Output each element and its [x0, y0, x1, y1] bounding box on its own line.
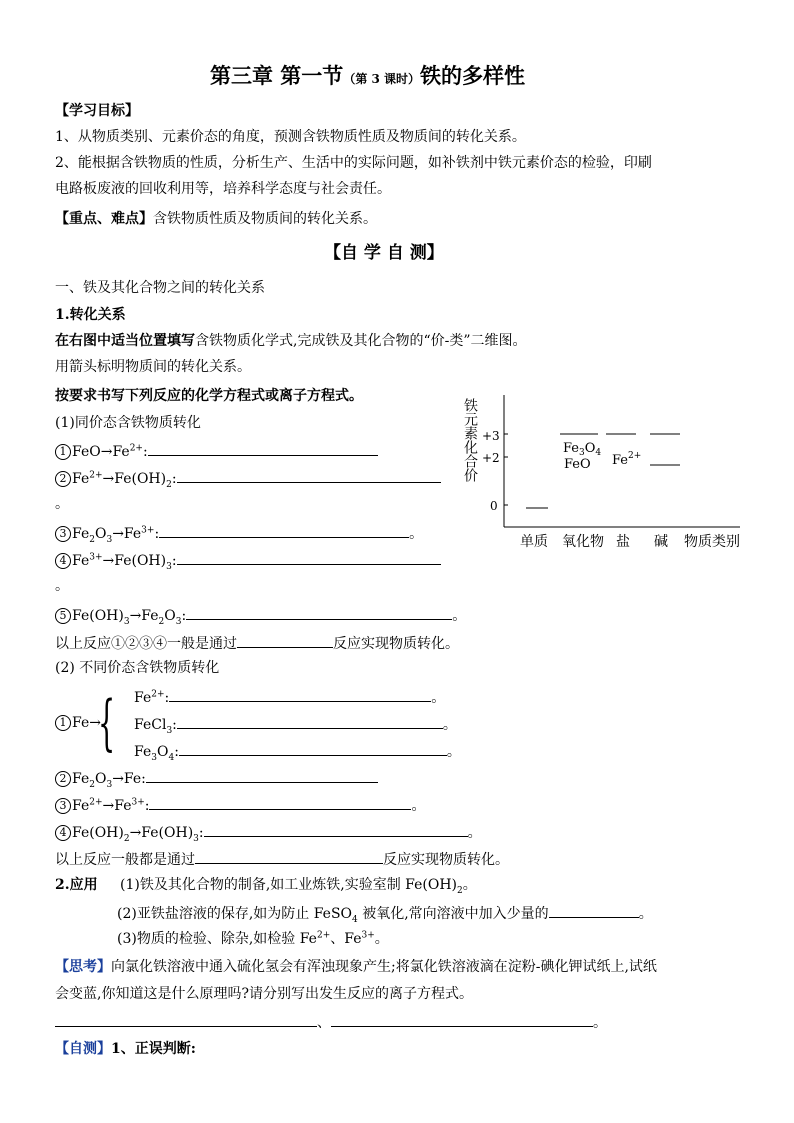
x-cat-oxide: 氧化物 — [562, 534, 604, 550]
circle-number-5: 5 — [55, 608, 71, 624]
circle-number-1: 1 — [55, 444, 71, 460]
self-study-heading: 【自 学 自 测】 — [324, 243, 444, 263]
page-title — [210, 62, 525, 93]
y-tick-label-p2: +2 — [482, 451, 500, 465]
circle-number-3: 3 — [55, 526, 71, 542]
conclusion-2 — [55, 848, 509, 870]
period-r5: 。 — [452, 608, 467, 624]
conclusion-1-a: 以上反应①②③④一般是通过 — [55, 636, 237, 652]
application-3: (3)物质的检验、除杂,如检验 $Fe^{2+}$、$Fe^{3+}$。 — [117, 930, 389, 947]
part-2-title: (2) 不同价态含铁物质转化 — [55, 660, 220, 676]
period-b1: 。 — [431, 690, 446, 706]
self-test-text: 1、正误判断: — [111, 1041, 196, 1057]
objective-2a: 2、能根据含铁物质的性质，分析生产、生活中的实际问题，如补铁剂中铁元素价态的检验，印刷 — [55, 155, 652, 171]
think-b: 会变蓝,你知道这是什么原理吗?请分别写出发生反应的离子方程式。 — [55, 986, 473, 1002]
reaction-s3: 3 $Fe^{2+}\to Fe^{3+}$: 。 — [55, 794, 425, 816]
branch-fe3o4: $Fe_3O_4$: 。 — [134, 740, 461, 762]
circle-number-4: 4 — [55, 553, 71, 569]
circle-number-2: 2 — [55, 471, 71, 487]
circle-number-4b: 4 — [55, 825, 71, 841]
entry-fe2plus: $Fe^{2+}$ — [612, 451, 642, 468]
instruction-3: 按要求书写下列反应的化学方程式或离子方程式。 — [55, 388, 363, 404]
answer-blank-r3[interactable] — [159, 522, 409, 538]
section-1-1-title: 1.转化关系 — [55, 307, 126, 323]
answer-blank-s3[interactable] — [149, 794, 411, 810]
instruction-1 — [55, 331, 527, 351]
title-main: 第三章 第一节 — [210, 63, 344, 88]
reaction-2: 2 $Fe^{2+}\to Fe(OH)_2$: — [55, 467, 441, 489]
brace: { — [98, 688, 116, 758]
application — [55, 875, 98, 895]
period-r4: 。 — [55, 578, 69, 594]
period-s4: 。 — [467, 825, 482, 841]
branch-fe2: $Fe^{2+}$: 。 — [134, 686, 445, 708]
period-r3: 。 — [409, 526, 424, 542]
valence-class-chart — [458, 390, 758, 555]
y-tick-label-p3: +3 — [482, 429, 500, 443]
instruction-2: 用箭头标明物质间的转化关系。 — [55, 359, 251, 375]
key-points — [55, 209, 377, 229]
application-label: 2.应用 — [55, 877, 98, 893]
answer-blank-c1[interactable] — [237, 632, 333, 648]
part-1-title: (1)同价态含铁物质转化 — [55, 415, 201, 431]
fe-arrow: 1 Fe→ — [55, 713, 101, 733]
circle-number-1b: 1 — [55, 715, 71, 731]
think-label: 【思考】 — [55, 959, 111, 975]
application-1: (1)铁及其化合物的制备,如工业炼铁,实验室制 $Fe(OH)_2$。 — [120, 877, 477, 896]
entry-fe3o4: $Fe_3O_4$ — [563, 441, 602, 458]
reaction-4: 4 $Fe^{3+}\to Fe(OH)_3$: — [55, 549, 441, 571]
self-test — [55, 1039, 196, 1059]
conclusion-2-b: 反应实现物质转化。 — [383, 852, 509, 868]
section-1-title: 一、铁及其化合物之间的转化关系 — [55, 280, 265, 296]
x-cat-salt: 盐 — [616, 534, 630, 550]
self-test-label: 【自测】 — [55, 1041, 111, 1057]
answer-blank-r1[interactable] — [148, 440, 378, 456]
objective-1: 1、从物质类别、元素价态的角度，预测含铁物质性质及物质间的转化关系。 — [55, 129, 526, 145]
key-label: 【重点、难点】 — [55, 211, 153, 227]
title-tail: 铁的多样性 — [420, 63, 526, 88]
answer-blank-r5[interactable] — [186, 604, 452, 620]
x-cat-element: 单质 — [520, 534, 548, 550]
conclusion-1-b: 反应实现物质转化。 — [333, 636, 459, 652]
answer-blank-app2[interactable] — [549, 902, 639, 918]
think — [55, 957, 657, 977]
circle-number-3b: 3 — [55, 798, 71, 814]
reaction-3: 3 $Fe_2O_3\to Fe^{3+}$: 。 — [55, 522, 423, 544]
period-s3: 。 — [411, 798, 426, 814]
answer-blank-s2[interactable] — [146, 767, 378, 783]
answer-blank-b1[interactable] — [169, 686, 431, 702]
branch-fecl3: FeCl$_3$: 。 — [134, 713, 457, 735]
answer-blank-r4[interactable] — [177, 549, 441, 565]
answer-blank-r2[interactable] — [177, 467, 441, 483]
period-b3: 。 — [446, 744, 461, 760]
key-text: 含铁物质性质及物质间的转化关系。 — [153, 211, 377, 227]
y-axis-label: 铁元素化合价 — [462, 398, 478, 482]
reaction-s2: 2 $Fe_2O_3\to Fe$: — [55, 767, 378, 789]
period-b2: 。 — [442, 717, 457, 733]
answer-blank-c2[interactable] — [195, 848, 383, 864]
reaction-1: 1 $FeO\to Fe^{2+}$: — [55, 440, 378, 462]
x-axis-label: 物质类别 — [684, 534, 740, 550]
application-2: (2)亚铁盐溶液的保存,如为防止 FeSO$_4$ 被氧化,常向溶液中加入少量的 。 — [117, 902, 653, 924]
reaction-5: 5 $Fe(OH)_3\to Fe_2O_3$: 。 — [55, 604, 466, 626]
instruction-1-rest: 含铁物质化学式,完成铁及其化合物的“价-类”二维图。 — [195, 333, 527, 349]
think-answers — [55, 1011, 607, 1033]
think-a: 向氯化铁溶液中通入硫化氢会有浑浊现象产生;将氯化铁溶液滴在淀粉-碘化钾试纸上,试纸 — [111, 959, 657, 975]
separator: 、 — [317, 1015, 331, 1031]
answer-blank-b2[interactable] — [177, 713, 443, 729]
answer-blank-s4[interactable] — [204, 821, 468, 837]
title-sub: （第 3 课时） — [343, 72, 421, 86]
objectives-label: 【学习目标】 — [55, 103, 139, 119]
answer-blank-think-1[interactable] — [55, 1011, 317, 1027]
objective-2b: 电路板废液的回收利用等，培养科学态度与社会责任。 — [55, 181, 391, 197]
entry-feo: FeO — [564, 457, 591, 472]
answer-blank-think-2[interactable] — [331, 1011, 593, 1027]
instruction-1-bold: 在右图中适当位置填写 — [55, 333, 195, 349]
conclusion-1 — [55, 632, 459, 654]
circle-number-2b: 2 — [55, 771, 71, 787]
period-r2: 。 — [55, 496, 69, 512]
answer-blank-b3[interactable] — [179, 740, 447, 756]
x-cat-base: 碱 — [654, 534, 668, 550]
reaction-s4: 4 $Fe(OH)_2\to Fe(OH)_3$: 。 — [55, 821, 482, 843]
y-tick-label-0: 0 — [490, 499, 498, 513]
conclusion-2-a: 以上反应一般都是通过 — [55, 852, 195, 868]
period-think: 。 — [593, 1015, 607, 1031]
